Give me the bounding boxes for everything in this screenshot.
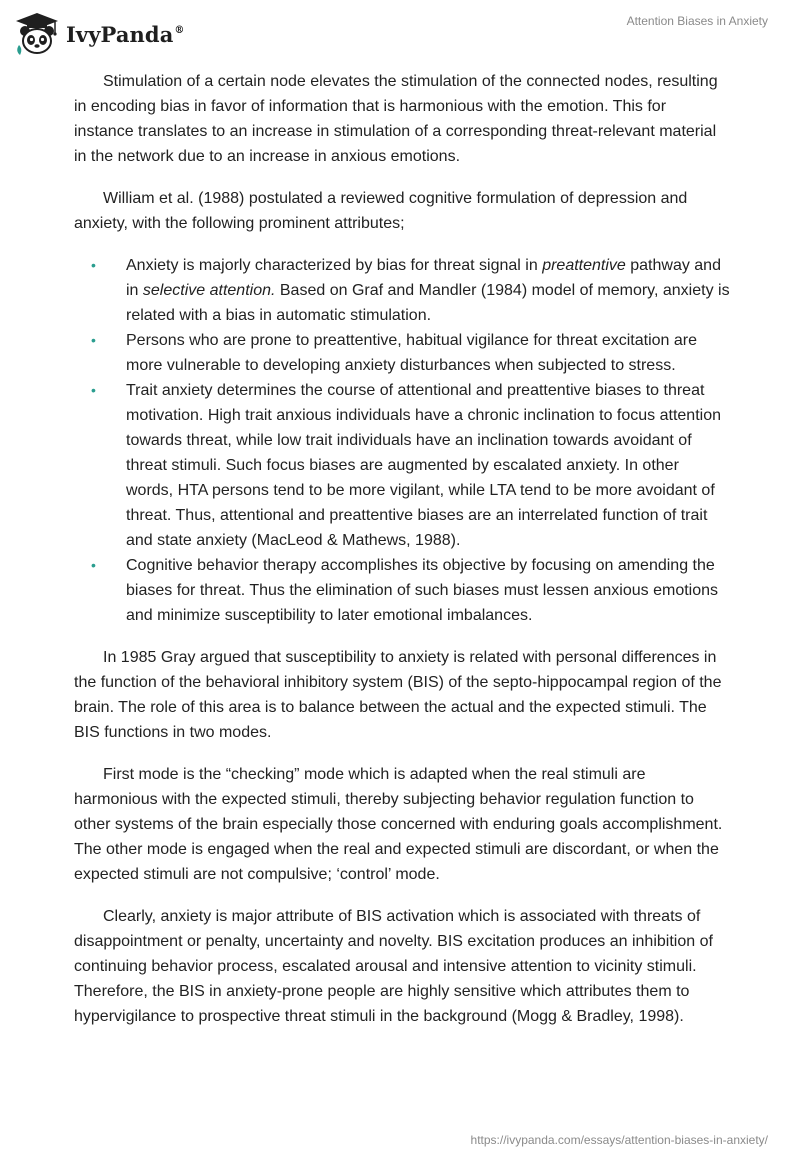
essay-body bbox=[74, 69, 730, 1046]
bullet-1-text-b: pathway and in bbox=[126, 257, 721, 299]
brand-text: IvyPanda bbox=[66, 21, 174, 47]
bullet-4-text: Cognitive behavior therapy accomplishes its objective by focusing on amending the biases for threat. Thus the elimination of such biases must lessen anxious emotions and minimize susceptibility to later emotional imbalances. bbox=[126, 557, 719, 624]
bullet-icon: • bbox=[91, 332, 96, 348]
page-header bbox=[0, 0, 800, 70]
bullet-3-text: Trait anxiety determines the course of attentional and preattentive biases to threat motivation. High trait anxious individuals have a chronic inclination to focus attention towards threat, while low trait individuals have an inclination towards avoidant of threat stimuli. Such focus biases are augmented by escalated anxiety. In other words, HTA persons tend to be more vigilant, while LTA tend to be more avoidant of threat. Thus, attentional and preattentive biases are an interrelated function of trait and state anxiety (MacLeod & Mathews, 1988). bbox=[126, 382, 721, 549]
paragraph-4: First mode is the “checking” mode which is adapted when the real stimuli are harmonious with the expected stimuli, thereby subjecting behavior regulation function to other systems of the brain especially those concerned with enduring goals accomplishment. The other mode is engaged when the real and expected stimuli are discordant, or when the expected stimuli are not compulsive; ‘control’ mode. bbox=[74, 766, 723, 883]
document-title: Attention Biases in Anxiety bbox=[626, 14, 768, 28]
bullet-icon: • bbox=[91, 557, 96, 573]
list-item bbox=[74, 378, 730, 553]
paragraph-3: In 1985 Gray argued that susceptibility to anxiety is related with personal differences in the function of the behavioral inhibitory system (BIS) of the septo-hippocampal region of the brain. The role of this area is to balance between the actual and the expected stimuli. The BIS functions in two modes. bbox=[74, 649, 722, 741]
bullet-1-emphasis-selective-attention: selective attention. bbox=[142, 282, 276, 299]
paragraph-2: William et al. (1988) postulated a reviewed cognitive formulation of depression and anxiety, with the following prominent attributes; bbox=[74, 190, 688, 232]
bullet-icon: • bbox=[91, 257, 96, 273]
bullet-1-text-a: Anxiety is majorly characterized by bias for threat signal in bbox=[126, 257, 543, 274]
source-url-link[interactable]: https://ivypanda.com/essays/attention-biases-in-anxiety/ bbox=[470, 1133, 768, 1147]
paragraph-5: Clearly, anxiety is major attribute of BIS activation which is associated with threats of disappointment or penalty, uncertainty and novelty. BIS excitation produces an inhibition of continuing behavior process, escalated arousal and intensive attention to vicinity stimuli. Therefore, the BIS in anxiety-prone people are highly sensitive which attributes them to hypervigilance to prospective threat stimuli in the background (Mogg & Bradley, 1998). bbox=[74, 908, 713, 1025]
list-item bbox=[74, 328, 730, 378]
list-item bbox=[74, 553, 730, 628]
registered-mark: ® bbox=[174, 24, 185, 36]
brand-name bbox=[66, 22, 185, 47]
paragraph-1: Stimulation of a certain node elevates the stimulation of the connected nodes, resulting in encoding bias in favor of information that is harmonious with the emotion. This for instance translates to an increase in stimulation of a corresponding threat-relevant material in the network due to an increase in anxious emotions. bbox=[74, 73, 718, 165]
list-item bbox=[74, 253, 730, 328]
attributes-list bbox=[74, 253, 730, 628]
bullet-1-emphasis-preattentive: preattentive bbox=[542, 257, 626, 274]
bullet-1-text-c: Based on Graf and Mandler (1984) model of memory, anxiety is related with a bias in automatic stimulation. bbox=[126, 282, 730, 324]
panda-graduate-icon bbox=[14, 11, 60, 57]
brand-logo[interactable] bbox=[14, 8, 185, 60]
bullet-2-text: Persons who are prone to preattentive, habitual vigilance for threat excitation are more vulnerable to developing anxiety disturbances when subjected to stress. bbox=[126, 332, 697, 374]
bullet-icon: • bbox=[91, 382, 96, 398]
